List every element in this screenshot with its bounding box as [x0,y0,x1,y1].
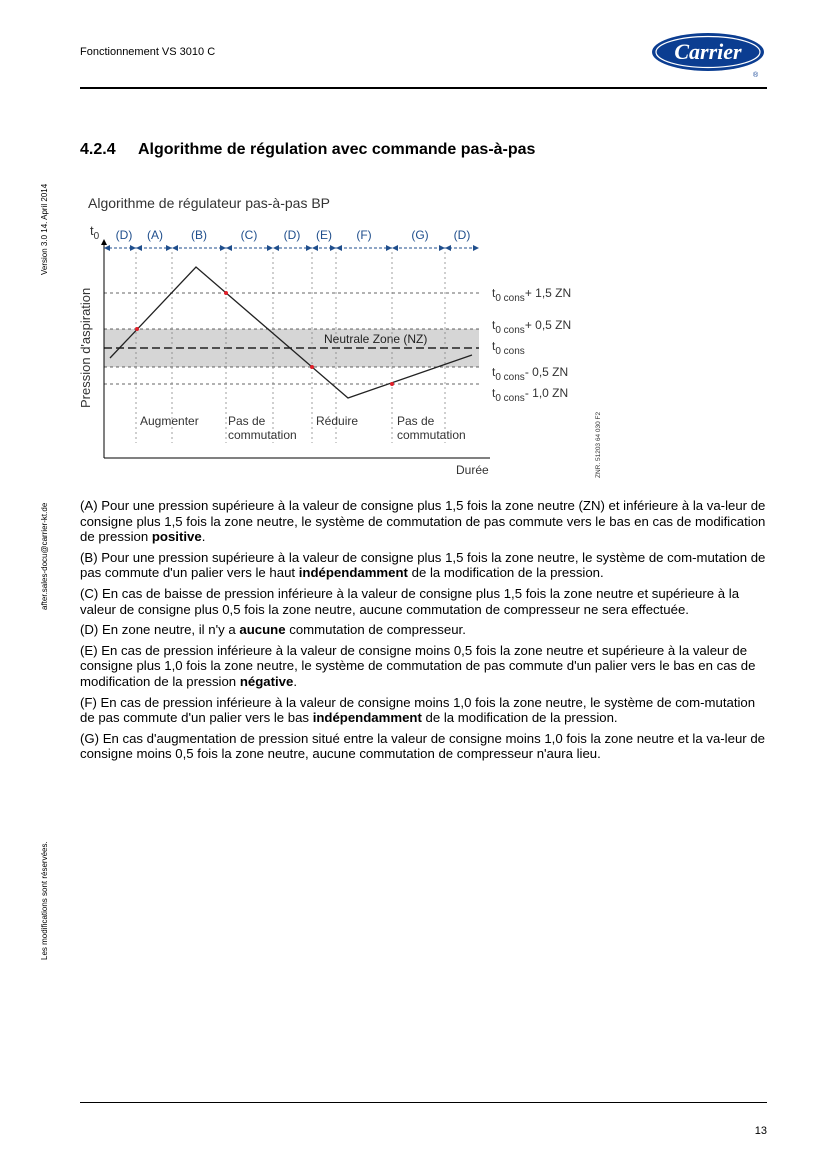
section-title: Algorithme de régulation avec commande pas-à-pas [138,141,536,158]
version-note: Version 3.0 14. April 2014 [40,183,49,275]
action-label-no-switch-1: Pas de [228,414,266,428]
header-rule [80,87,767,89]
footer-rule [80,1102,767,1103]
phase-label-g: (G) [411,228,429,242]
level-label-plus-1-5: $t_{0 cons}+ 1,5$ ZN [492,286,572,304]
y-axis-top-label: $t_0$ [90,223,100,242]
level-label-plus-0-5: $t_{0 cons}+ 0,5$ ZN [492,318,572,336]
action-label-no-switch-2: Pas de [397,414,435,428]
phase-label-b: (B) [191,228,207,242]
description-g: (G) En cas d'augmentation de pression situé entre la valeur de consigne moins 1,0 fois la zone neutre et la va-leur de consigne moins 0,5 fois la zone neutre, aucune commutation de compresseur n'aura lieu. [80,730,765,762]
description-f: (F) En cas de pression inférieure à la valeur de consigne moins 1,0 fois la zone neutre, le système de com-mutation de pas commute d'un palier vers le bas indépendamment de la modification de la pression. [80,694,756,726]
level-label-setpoint: $t_{0 cons}$ [492,339,525,357]
x-axis-label: Durée [456,463,489,477]
action-label-increase: Augmenter [140,414,199,428]
carrier-logo [650,30,768,80]
phase-label-e: (E) [316,228,332,242]
action-label-no-switch-2-cont: commutation [397,428,466,442]
phase-descriptions [80,498,768,767]
phase-label-d1: (D) [115,228,133,242]
level-label-minus-1-0: $t_{0 cons}-$ 1,0 ZN [492,386,569,404]
neutral-zone-label: Neutrale Zone (NZ) [324,332,428,346]
phase-label-c: (C) [240,228,258,242]
description-a: (A) Pour une pression supérieure à la valeur de consigne plus 1,5 fois la zone neutre (ZN) et inférieure à la va-leur de consigne plus 1,5 fois la zone neutre, le système de commutation de pas commute vers le bas en cas de modification de pression positive. [80,498,766,545]
logo-registered-mark: ® [753,72,759,79]
phase-label-a: (A) [147,228,163,242]
level-label-minus-0-5: $t_{0 cons}-$ 0,5 ZN [492,365,569,383]
diagram-title: Algorithme de régulateur pas-à-pas BP [88,195,331,211]
drawing-number: ZNR. 51203 64 030 F2 [595,411,602,478]
rights-reserved-note: Les modifications sont réservées. [40,841,49,960]
description-c: (C) En cas de baisse de pression inférieure à la valeur de consigne plus 1,5 fois la zone neutre et supérieure à la valeur de consigne plus 0,5 fois la zone neutre, aucune commutation de compresseur ne sera effectuée. [80,585,740,617]
logo-wordmark: Carrier [674,39,742,64]
document-title: Fonctionnement VS 3010 C [80,46,216,58]
description-e: (E) En cas de pression inférieure à la valeur de consigne moins 0,5 fois la zone neutre et supérieure à la valeur de consigne plus 1,0 fois la zone neutre, le système de commutation de pas commute d'un palier vers le bas en cas de modification de la pression négative. [80,642,756,689]
phase-label-f: (F) [356,228,372,242]
action-label-no-switch-1-cont: commutation [228,428,297,442]
description-d: (D) En zone neutre, il n'y a aucune commutation de compresseur. [80,622,466,638]
section-number: 4.2.4 [80,141,116,158]
y-axis-label: Pression d'aspiration [78,287,93,408]
section-heading [80,141,535,159]
page-number: 13 [754,1125,767,1137]
phase-label-d2: (D) [283,228,301,242]
regulation-diagram [70,188,630,488]
action-label-reduce: Réduire [316,414,359,428]
phase-label-d3: (D) [453,228,471,242]
description-b: (B) Pour une pression supérieure à la valeur de consigne plus 1,5 fois la zone neutre, le système de com-mutation de pas commute d'un palier vers le haut indépendamment de la modification de la pression. [80,549,766,581]
support-email: after.sales-docu@carrier-kt.de [40,502,49,610]
